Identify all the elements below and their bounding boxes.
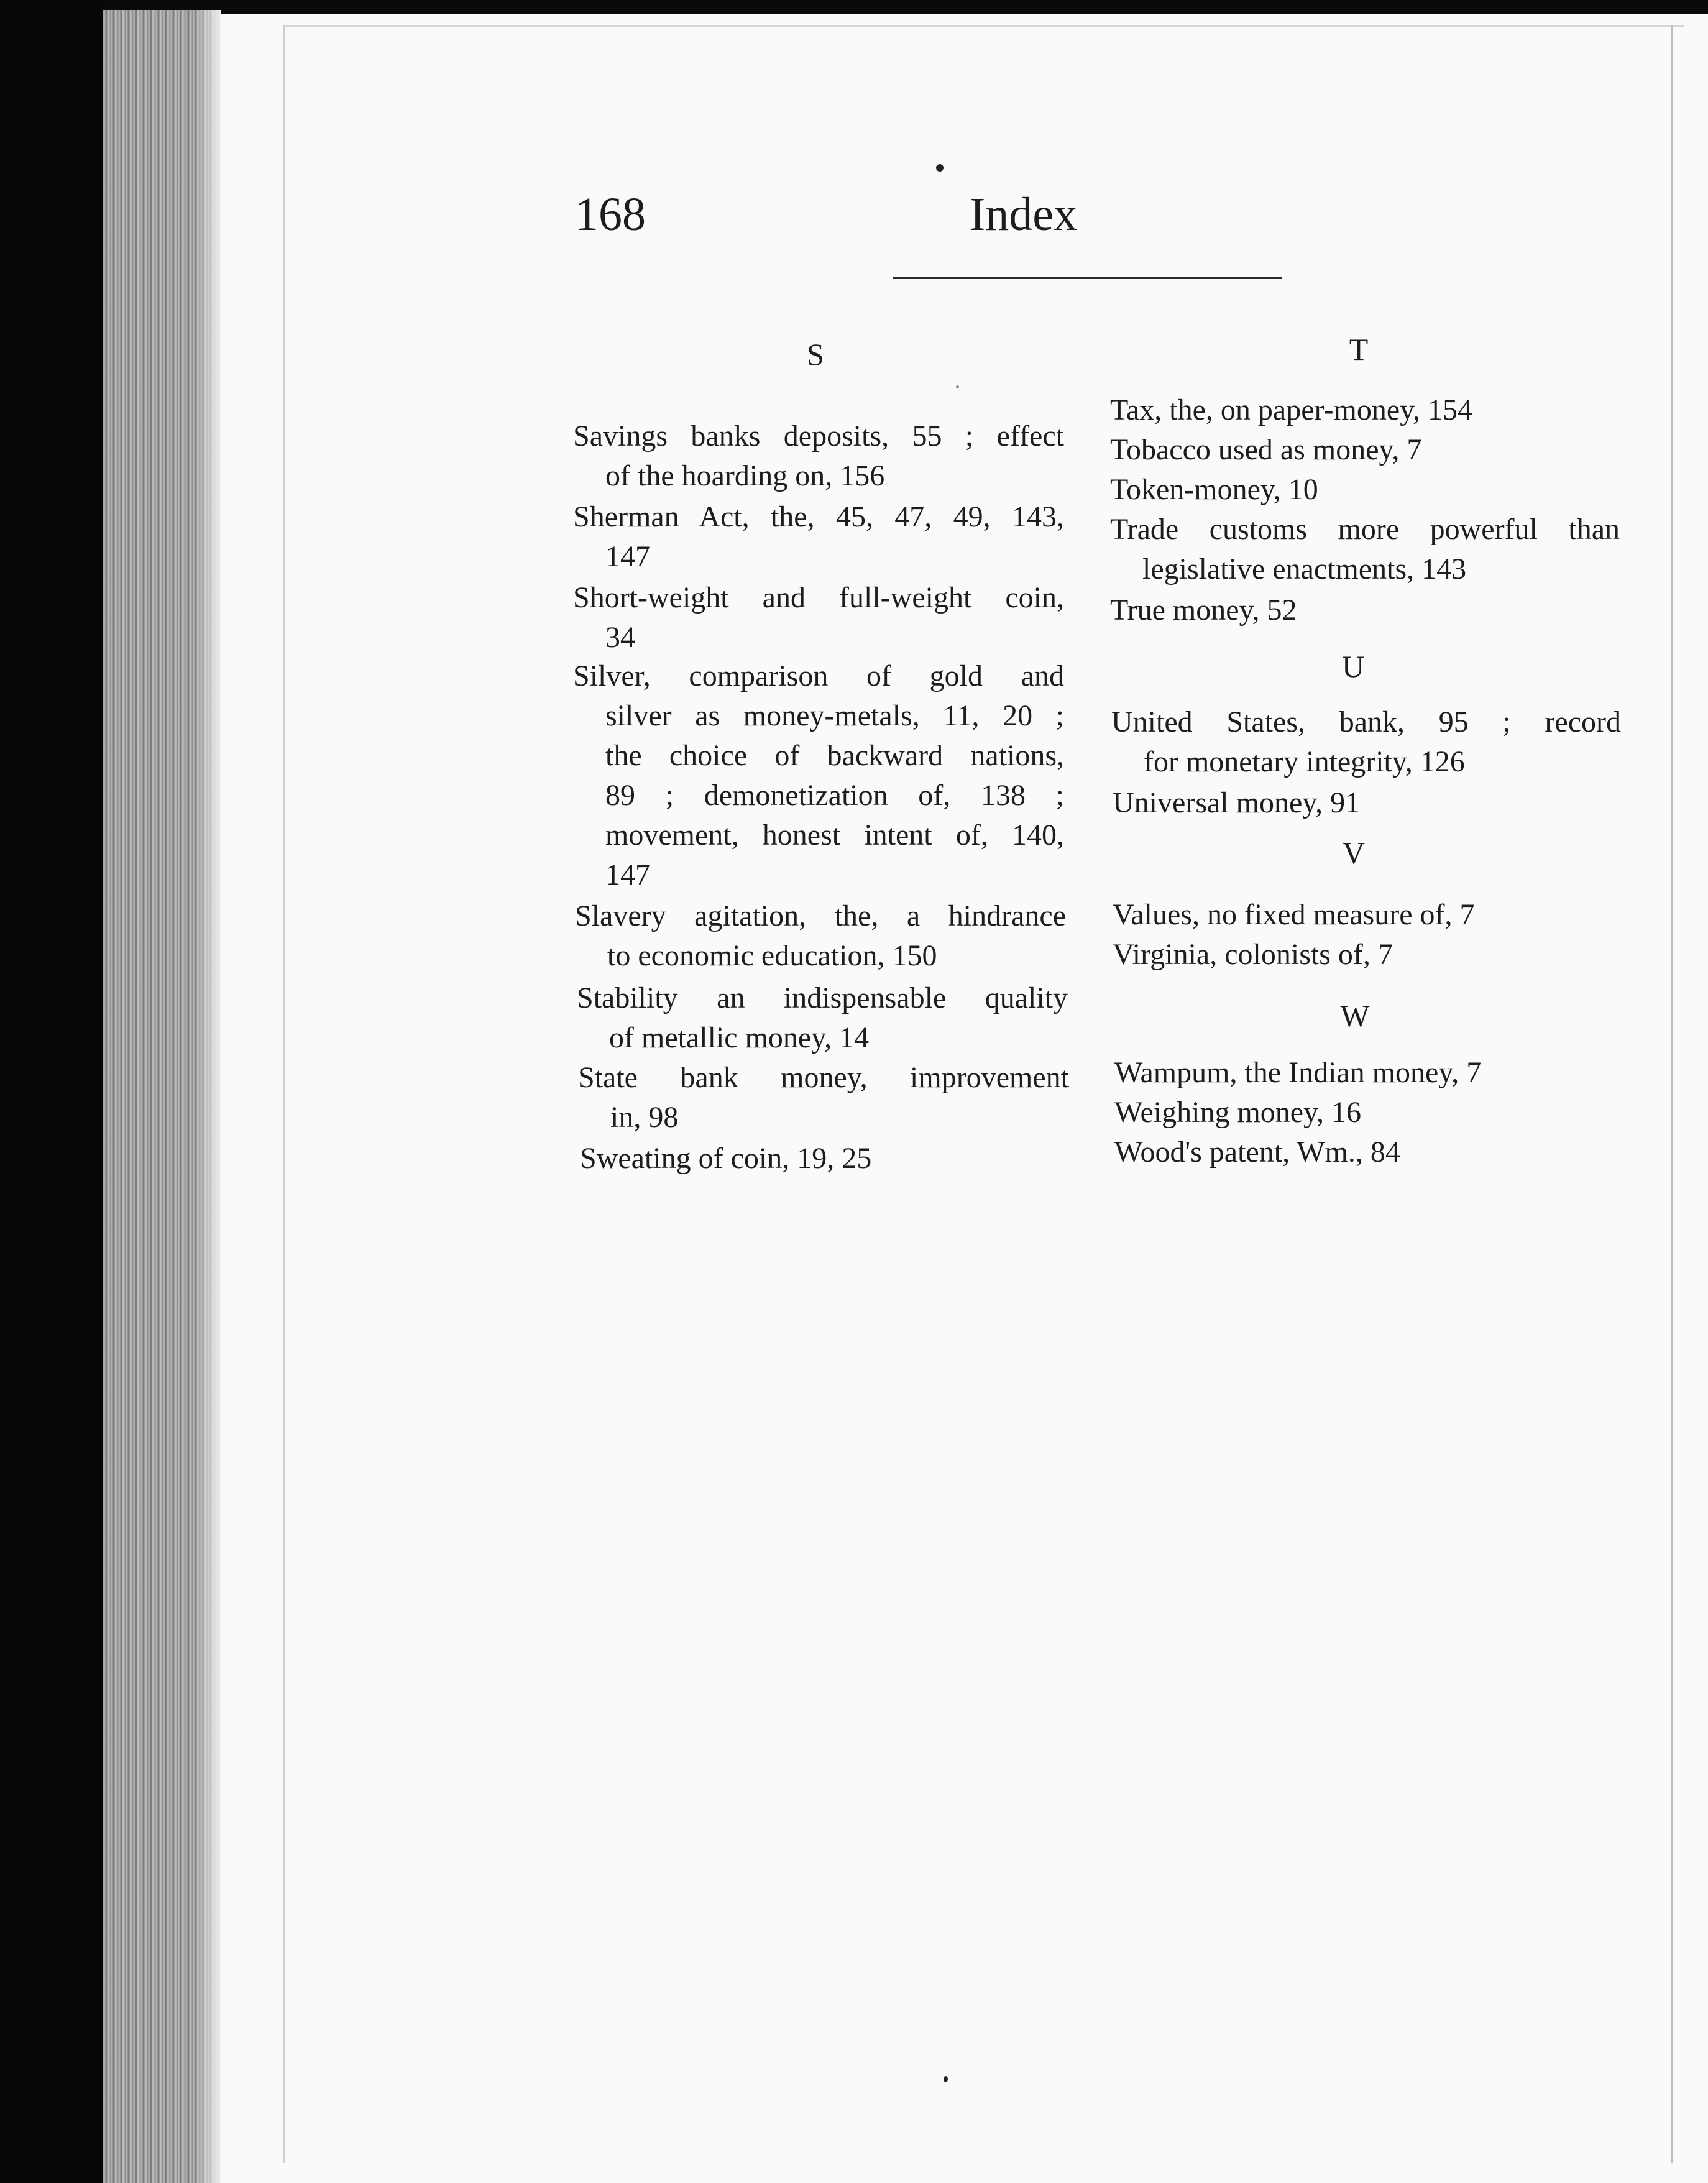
entry-line: 147 [605,540,650,573]
index-entry [573,497,1064,577]
index-entry [580,1139,1071,1179]
section-letter-w: W [1340,998,1370,1033]
page-top-edge [283,25,1684,27]
entry-line: 89 ; demonetization of, 138 ; [605,779,1064,812]
section-letter-v: V [1342,835,1366,870]
index-entry [575,896,1066,976]
entry-line: Tobacco used as money, 7 [1110,433,1422,466]
entry-line: United States, bank, 95 ; record [1111,705,1621,738]
entry-line: to economic education, 150 [607,939,937,972]
running-head: Index [970,188,1078,241]
entry-line: silver as money-metals, 11, 20 ; [605,699,1064,732]
entry-line: State bank money, improvement [578,1061,1069,1094]
index-entry [1113,783,1622,823]
index-entry [1111,702,1621,782]
entry-line: Weighing money, 16 [1114,1096,1361,1129]
entry-line: 34 [605,621,635,654]
section-letter-s: S [807,337,824,372]
scan-speck [944,2076,948,2082]
section-letter-t: T [1349,332,1369,367]
index-entry [573,656,1064,895]
entry-line: True money, 52 [1110,594,1297,627]
entry-line: Silver, comparison of gold and [573,659,1064,692]
page-inner-edge [283,25,285,2163]
entry-line: legislative enactments, 143 [1142,553,1467,586]
index-entry [1114,1093,1624,1133]
index-entry [1110,510,1620,589]
entry-line: of metallic money, 14 [609,1021,870,1054]
entry-line: Slavery agitation, the, a hindrance [575,899,1066,932]
entry-line: Stability an indispensable quality [577,981,1068,1014]
page-right-edge [1671,25,1673,2163]
index-entry [573,416,1064,496]
entry-line: in, 98 [610,1101,679,1134]
entry-line: Wampum, the Indian money, 7 [1114,1056,1482,1089]
book-page-edges [103,10,221,2183]
index-entry [1110,470,1620,510]
entry-line: Token-money, 10 [1110,473,1318,506]
scan-border-left [0,0,103,2183]
entry-line: for monetary integrity, 126 [1144,745,1465,778]
entry-line: Tax, the, on paper-money, 154 [1110,393,1473,426]
entry-line: movement, honest intent of, 140, [605,819,1064,852]
entry-line: Trade customs more powerful than [1110,513,1620,546]
entry-line: of the hoarding on, 156 [605,459,885,492]
entry-line: Wood's patent, Wm., 84 [1114,1136,1400,1169]
entry-line: Short-weight and full-weight coin, [573,581,1064,614]
entry-line: Values, no fixed measure of, 7 [1113,898,1475,931]
entry-line: Universal money, 91 [1113,786,1361,819]
scan-border-top [0,0,1708,14]
entry-line: the choice of backward nations, [605,739,1064,772]
page-number: 168 [575,188,646,241]
header-rule [893,277,1282,279]
index-entry [1113,895,1622,935]
section-letter-u: U [1341,649,1365,684]
index-entry [1110,591,1620,630]
entry-line: Virginia, colonists of, 7 [1113,938,1393,971]
index-entry [1110,430,1620,470]
scan-speck [956,385,959,388]
entry-line: 147 [605,858,650,891]
entry-line: Sherman Act, the, 45, 47, 49, 143, [573,500,1064,533]
index-entry [577,978,1068,1058]
index-entry [1114,1053,1624,1093]
index-entry [1114,1133,1624,1172]
index-entry [578,1058,1069,1137]
entry-line: Sweating of coin, 19, 25 [580,1142,872,1175]
scan-speck [936,164,944,172]
entry-line: Savings banks deposits, 55 ; effect [573,420,1064,453]
index-entry [573,578,1064,658]
index-entry [1110,390,1620,430]
index-entry [1113,935,1622,975]
